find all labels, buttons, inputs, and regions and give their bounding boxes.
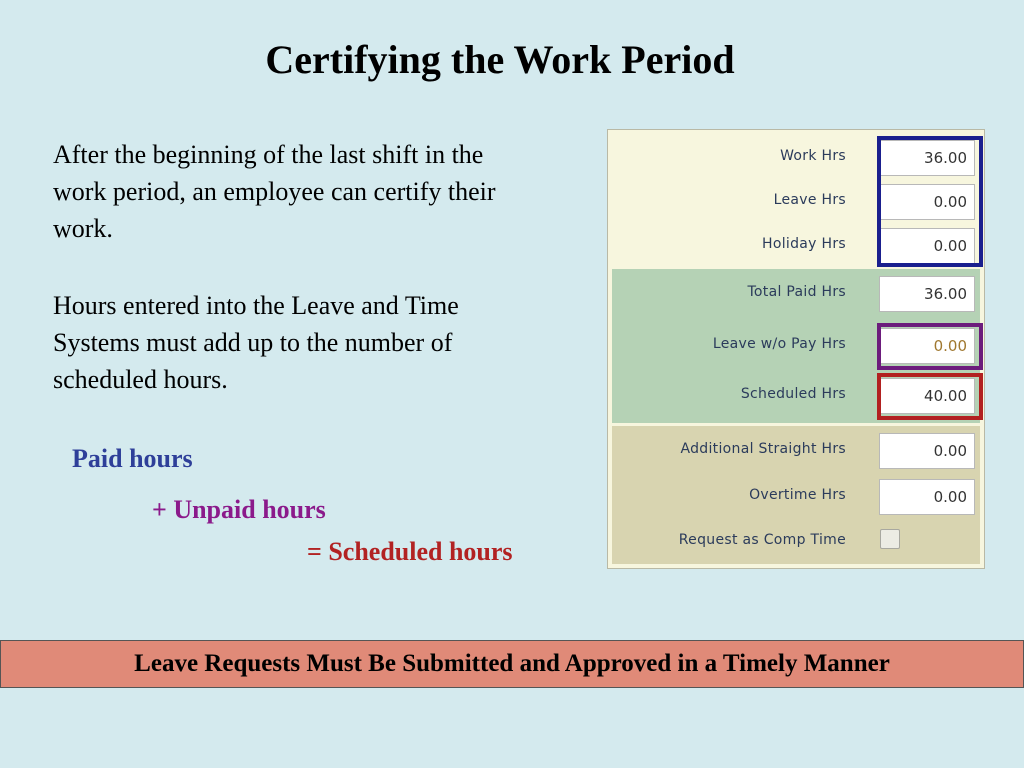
total-paid-hrs-field: 36.00	[879, 276, 975, 312]
comp-time-label: Request as Comp Time	[678, 532, 846, 548]
leave-wo-pay-hrs-label: Leave w/o Pay Hrs	[712, 336, 846, 352]
leave-hrs-label: Leave Hrs	[773, 192, 846, 208]
additional-straight-hrs-row	[612, 431, 980, 467]
unpaid-hours-term: + Unpaid hours	[152, 495, 326, 524]
comp-time-checkbox[interactable]	[880, 529, 900, 549]
leave-wo-pay-hrs-field: 0.00	[879, 328, 975, 364]
scheduled-hrs-label: Scheduled Hrs	[740, 386, 846, 402]
comp-time-row	[612, 522, 980, 558]
paid-hours-term: Paid hours	[72, 444, 193, 473]
intro-paragraph: After the beginning of the last shift in the work period, an employee can certify their work.	[53, 140, 496, 243]
additional-straight-hrs-label: Additional Straight Hrs	[680, 441, 846, 457]
scheduled-hrs-field: 40.00	[879, 378, 975, 414]
page-title: Certifying the Work Period	[265, 37, 735, 82]
extra-hours-section	[612, 426, 980, 564]
work-hrs-field[interactable]: 36.00	[879, 140, 975, 176]
work-hrs-label: Work Hrs	[780, 148, 846, 164]
scheduled-hours-highlight	[877, 373, 983, 420]
overtime-hrs-field[interactable]: 0.00	[879, 479, 975, 515]
notice-banner: Leave Requests Must Be Submitted and Approved in a Timely Manner	[0, 640, 1024, 688]
holiday-hrs-field[interactable]: 0.00	[879, 228, 975, 264]
total-paid-hrs-label: Total Paid Hrs	[747, 284, 846, 300]
leave-hrs-field[interactable]: 0.00	[879, 184, 975, 220]
scheduled-hours-term: = Scheduled hours	[307, 537, 513, 566]
overtime-hrs-label: Overtime Hrs	[749, 487, 846, 503]
paid-hours-highlight	[877, 136, 983, 267]
overtime-hrs-row	[612, 477, 980, 513]
total-paid-hrs-row	[612, 274, 980, 310]
additional-straight-hrs-field[interactable]: 0.00	[879, 433, 975, 469]
holiday-hrs-label: Holiday Hrs	[762, 236, 846, 252]
rule-paragraph: Hours entered into the Leave and Time Systems must add up to the number of scheduled hours.	[53, 291, 459, 394]
unpaid-hours-highlight	[877, 323, 983, 370]
